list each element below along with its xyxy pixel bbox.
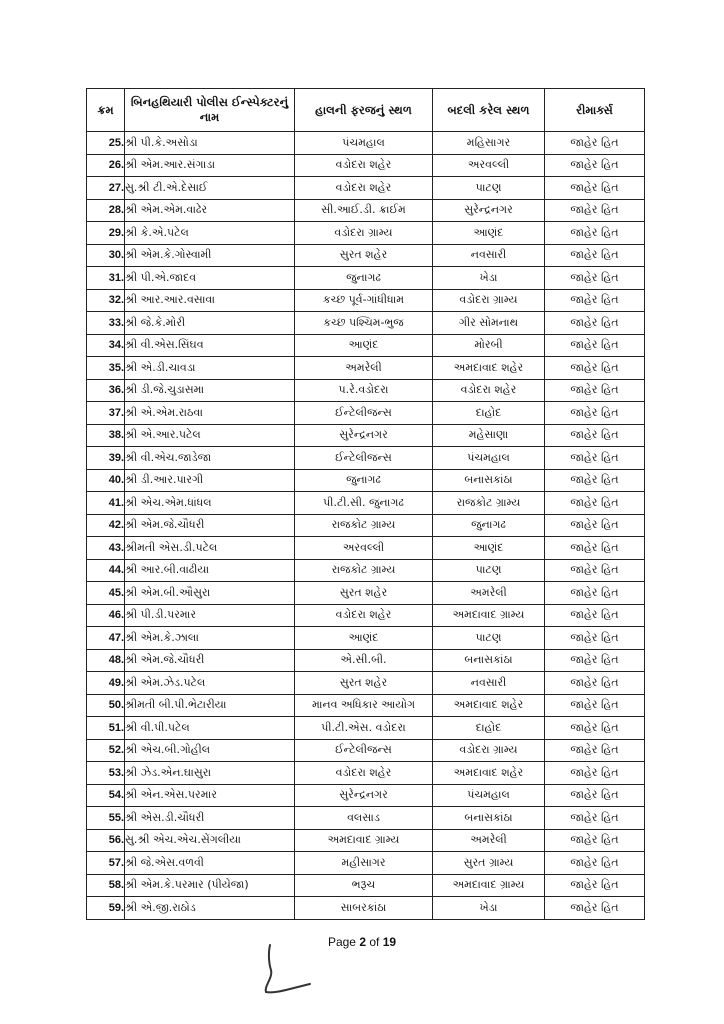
transfer-place-cell: ગીર સોમનાથ <box>433 312 545 335</box>
serial-number-cell: 55. <box>87 807 125 830</box>
transfer-place-cell: અમદાવાદ શહેર <box>433 762 545 785</box>
current-posting-cell: રાજકોટ ગ્રામ્ય <box>295 514 433 537</box>
current-posting-cell: એ.સી.બી. <box>295 649 433 672</box>
table-row <box>87 199 645 222</box>
serial-number-cell: 36. <box>87 379 125 402</box>
table-row <box>87 897 645 920</box>
serial-number-cell: 33. <box>87 312 125 335</box>
table-row <box>87 559 645 582</box>
remarks-cell: જાહેર હિત <box>545 649 645 672</box>
remarks-cell: જાહેર હિત <box>545 762 645 785</box>
inspector-name-cell: શ્રી ડી.જે.ચુડાસમા <box>125 379 295 402</box>
current-posting-cell: ઈન્ટેલીજન્સ <box>295 447 433 470</box>
serial-number-cell: 34. <box>87 334 125 357</box>
transfer-place-cell: મહેસાણા <box>433 424 545 447</box>
inspector-name-cell: શ્રીમતી બી.પી.ભેટારીયા <box>125 694 295 717</box>
inspector-name-cell: શ્રી આર.આર.વસાવા <box>125 289 295 312</box>
current-posting-cell: મહીસાગર <box>295 852 433 875</box>
inspector-name-cell: શ્રી એન.એસ.પરમાર <box>125 784 295 807</box>
serial-number-cell: 35. <box>87 357 125 380</box>
current-posting-cell: વડોદરા શહેર <box>295 604 433 627</box>
serial-number-cell: 51. <box>87 717 125 740</box>
remarks-cell: જાહેર હિત <box>545 604 645 627</box>
table-row <box>87 784 645 807</box>
current-posting-cell: પી.ટી.સી. જુનાગઢ <box>295 492 433 515</box>
table-row <box>87 582 645 605</box>
serial-number-cell: 29. <box>87 222 125 245</box>
inspector-name-cell: શ્રી વી.એચ.જાડેજા <box>125 447 295 470</box>
transfer-place-cell: આણંદ <box>433 537 545 560</box>
page-of-label: of <box>369 935 380 949</box>
current-posting-cell: અમરેલી <box>295 357 433 380</box>
inspector-name-cell: સુ.શ્રી ટી.એ.દેસાઈ <box>125 177 295 200</box>
inspector-name-cell: શ્રી જે.કે.મોરી <box>125 312 295 335</box>
inspector-name-cell: શ્રી એમ.આર.સંગાડા <box>125 154 295 177</box>
transfer-place-cell: અમદાવાદ ગ્રામ્ય <box>433 874 545 897</box>
table-row <box>87 222 645 245</box>
remarks-cell: જાહેર હિત <box>545 829 645 852</box>
remarks-cell: જાહેર હિત <box>545 672 645 695</box>
remarks-cell: જાહેર હિત <box>545 132 645 155</box>
table-row <box>87 492 645 515</box>
current-posting-cell: સી.આઈ.ડી. ક્રાઈમ <box>295 199 433 222</box>
table-row <box>87 672 645 695</box>
current-posting-cell: ભરૂચ <box>295 874 433 897</box>
serial-number-cell: 28. <box>87 199 125 222</box>
transfer-place-cell: રાજકોટ ગ્રામ્ય <box>433 492 545 515</box>
current-posting-cell: માનવ અધિકાર આયોગ <box>295 694 433 717</box>
remarks-cell: જાહેર હિત <box>545 807 645 830</box>
table-row <box>87 514 645 537</box>
current-posting-cell: સાબરકાંઠા <box>295 897 433 920</box>
page-current: 2 <box>359 935 366 949</box>
transfer-place-cell: અમદાવાદ શહેર <box>433 694 545 717</box>
inspector-name-cell: શ્રી એ.એમ.રાઠવા <box>125 402 295 425</box>
inspector-name-cell: શ્રી એમ.કે.ગોસ્વામી <box>125 244 295 267</box>
serial-number-cell: 49. <box>87 672 125 695</box>
transfer-place-cell: સુરત ગ્રામ્ય <box>433 852 545 875</box>
transfer-place-cell: સુરેન્દ્રનગર <box>433 199 545 222</box>
current-posting-cell: સુરેન્દ્રનગર <box>295 424 433 447</box>
current-posting-cell: પંચમહાલ <box>295 132 433 155</box>
current-posting-cell: પી.ટી.એસ. વડોદરા <box>295 717 433 740</box>
inspector-name-cell: શ્રી એમ.બી.ઔસુરા <box>125 582 295 605</box>
table-row <box>87 334 645 357</box>
transfer-place-cell: પંચમહાલ <box>433 784 545 807</box>
table-row <box>87 312 645 335</box>
table-row <box>87 717 645 740</box>
transfer-place-cell: બનાસકાંઠા <box>433 469 545 492</box>
serial-number-cell: 43. <box>87 537 125 560</box>
remarks-cell: જાહેર હિત <box>545 739 645 762</box>
table-row <box>87 424 645 447</box>
remarks-cell: જાહેર હિત <box>545 154 645 177</box>
transfer-place-cell: આણંદ <box>433 222 545 245</box>
current-posting-cell: જુનાગઢ <box>295 267 433 290</box>
current-posting-cell: કચ્છ પૂર્વ-ગાંધીધામ <box>295 289 433 312</box>
table-row <box>87 807 645 830</box>
remarks-cell: જાહેર હિત <box>545 177 645 200</box>
current-posting-cell: અરવલ્લી <box>295 537 433 560</box>
remarks-cell: જાહેર હિત <box>545 312 645 335</box>
table-row <box>87 447 645 470</box>
remarks-cell: જાહેર હિત <box>545 582 645 605</box>
remarks-cell: જાહેર હિત <box>545 784 645 807</box>
table-row <box>87 177 645 200</box>
serial-number-cell: 46. <box>87 604 125 627</box>
inspector-name-cell: શ્રી વી.એસ.સિંઘવ <box>125 334 295 357</box>
serial-number-cell: 47. <box>87 627 125 650</box>
transfer-place-cell: બનાસકાંઠા <box>433 807 545 830</box>
current-posting-cell: આણંદ <box>295 627 433 650</box>
page-footer <box>0 935 724 949</box>
serial-number-cell: 30. <box>87 244 125 267</box>
inspector-name-cell: શ્રી પી.એ.જાદવ <box>125 267 295 290</box>
header-inspector-name: બિનહથિયારી પોલીસ ઈન્સ્પેક્ટરનું નામ <box>125 89 295 132</box>
transfer-place-cell: બનાસકાંઠા <box>433 649 545 672</box>
transfer-place-cell: પાટણ <box>433 559 545 582</box>
remarks-cell: જાહેર હિત <box>545 199 645 222</box>
table-row <box>87 469 645 492</box>
table-header-row <box>87 89 645 132</box>
serial-number-cell: 48. <box>87 649 125 672</box>
table-row <box>87 537 645 560</box>
remarks-cell: જાહેર હિત <box>545 559 645 582</box>
transfer-place-cell: નવસારી <box>433 244 545 267</box>
current-posting-cell: વડોદરા ગ્રામ્ય <box>295 222 433 245</box>
transfer-place-cell: અમરેલી <box>433 829 545 852</box>
inspector-name-cell: શ્રી ડી.આર.પારગી <box>125 469 295 492</box>
remarks-cell: જાહેર હિત <box>545 492 645 515</box>
inspector-name-cell: શ્રી એમ.જે.ચૌધરી <box>125 514 295 537</box>
inspector-name-cell: શ્રી એચ.બી.ગોહીલ <box>125 739 295 762</box>
page-label: Page <box>327 935 356 949</box>
header-current-posting: હાલની ફરજનું સ્થળ <box>295 89 433 132</box>
transfer-place-cell: અમદાવાદ ગ્રામ્ય <box>433 604 545 627</box>
serial-number-cell: 32. <box>87 289 125 312</box>
current-posting-cell: ઈન્ટેલીજન્સ <box>295 739 433 762</box>
remarks-cell: જાહેર હિત <box>545 694 645 717</box>
inspector-name-cell: શ્રી એમ.એમ.વાઢેર <box>125 199 295 222</box>
serial-number-cell: 59. <box>87 897 125 920</box>
serial-number-cell: 37. <box>87 402 125 425</box>
inspector-name-cell: શ્રી ઝેડ.એન.ઘાસુરા <box>125 762 295 785</box>
table-row <box>87 267 645 290</box>
transfer-place-cell: પાટણ <box>433 627 545 650</box>
inspector-name-cell: શ્રી એસ.ડી.ચૌધરી <box>125 807 295 830</box>
inspector-name-cell: શ્રી એ.ડી.ચાવડા <box>125 357 295 380</box>
header-serial: ક્રમ <box>87 89 125 132</box>
remarks-cell: જાહેર હિત <box>545 874 645 897</box>
inspector-name-cell: શ્રી કે.એ.પટેલ <box>125 222 295 245</box>
table-row <box>87 649 645 672</box>
table-row <box>87 852 645 875</box>
remarks-cell: જાહેર હિત <box>545 469 645 492</box>
remarks-cell: જાહેર હિત <box>545 424 645 447</box>
serial-number-cell: 26. <box>87 154 125 177</box>
inspector-name-cell: શ્રી પી.ડી.પરમાર <box>125 604 295 627</box>
serial-number-cell: 27. <box>87 177 125 200</box>
transfer-place-cell: મોરબી <box>433 334 545 357</box>
table-row <box>87 604 645 627</box>
table-row <box>87 627 645 650</box>
serial-number-cell: 38. <box>87 424 125 447</box>
serial-number-cell: 53. <box>87 762 125 785</box>
transfer-table <box>86 88 645 920</box>
table-row <box>87 357 645 380</box>
serial-number-cell: 31. <box>87 267 125 290</box>
current-posting-cell: આણંદ <box>295 334 433 357</box>
current-posting-cell: વડોદરા શહેર <box>295 154 433 177</box>
transfer-place-cell: વડોદરા ગ્રામ્ય <box>433 289 545 312</box>
remarks-cell: જાહેર હિત <box>545 514 645 537</box>
table-row <box>87 874 645 897</box>
inspector-name-cell: શ્રી એ.જી.રાઠોડ <box>125 897 295 920</box>
current-posting-cell: પ.રે.વડોદરા <box>295 379 433 402</box>
serial-number-cell: 40. <box>87 469 125 492</box>
current-posting-cell: વડોદરા શહેર <box>295 177 433 200</box>
serial-number-cell: 45. <box>87 582 125 605</box>
inspector-name-cell: શ્રી એમ.કે.પરમાર (પીયેજા) <box>125 874 295 897</box>
current-posting-cell: વડોદરા શહેર <box>295 762 433 785</box>
remarks-cell: જાહેર હિત <box>545 289 645 312</box>
serial-number-cell: 54. <box>87 784 125 807</box>
transfer-place-cell: વડોદરા શહેર <box>433 379 545 402</box>
header-remarks: રીમાર્ક્સ <box>545 89 645 132</box>
remarks-cell: જાહેર હિત <box>545 627 645 650</box>
remarks-cell: જાહેર હિત <box>545 897 645 920</box>
table-row <box>87 132 645 155</box>
current-posting-cell: રાજકોટ ગ્રામ્ય <box>295 559 433 582</box>
table-row <box>87 694 645 717</box>
inspector-name-cell: શ્રી એચ.એમ.ધાંધલ <box>125 492 295 515</box>
inspector-name-cell: શ્રી એમ.કે.ઝાલા <box>125 627 295 650</box>
remarks-cell: જાહેર હિત <box>545 357 645 380</box>
transfer-place-cell: દાહોદ <box>433 402 545 425</box>
current-posting-cell: સુરત શહેર <box>295 244 433 267</box>
remarks-cell: જાહેર હિત <box>545 379 645 402</box>
inspector-name-cell: શ્રી એમ.ઝેડ.પટેલ <box>125 672 295 695</box>
inspector-name-cell: શ્રી પી.કે.અસોડા <box>125 132 295 155</box>
page-total: 19 <box>382 935 397 949</box>
table-row <box>87 289 645 312</box>
serial-number-cell: 44. <box>87 559 125 582</box>
table-row <box>87 739 645 762</box>
serial-number-cell: 52. <box>87 739 125 762</box>
table-row <box>87 829 645 852</box>
inspector-name-cell: સુ.શ્રી એચ.એચ.સેંગલીયા <box>125 829 295 852</box>
table-row <box>87 402 645 425</box>
current-posting-cell: અમદાવાદ ગ્રામ્ય <box>295 829 433 852</box>
current-posting-cell: સુરત શહેર <box>295 582 433 605</box>
remarks-cell: જાહેર હિત <box>545 447 645 470</box>
table-row <box>87 244 645 267</box>
inspector-name-cell: શ્રી આર.બી.વાઢીયા <box>125 559 295 582</box>
inspector-name-cell: શ્રી એમ.જે.ચૌધરી <box>125 649 295 672</box>
current-posting-cell: જુનાગઢ <box>295 469 433 492</box>
transfer-place-cell: અમરેલી <box>433 582 545 605</box>
remarks-cell: જાહેર હિત <box>545 222 645 245</box>
transfer-place-cell: અરવલ્લી <box>433 154 545 177</box>
transfer-place-cell: દાહોદ <box>433 717 545 740</box>
serial-number-cell: 41. <box>87 492 125 515</box>
transfer-place-cell: જુનાગઢ <box>433 514 545 537</box>
current-posting-cell: સુરેન્દ્રનગર <box>295 784 433 807</box>
header-transfer-place: બદલી કરેલ સ્થળ <box>433 89 545 132</box>
current-posting-cell: વલસાડ <box>295 807 433 830</box>
remarks-cell: જાહેર હિત <box>545 334 645 357</box>
transfer-place-cell: પંચમહાલ <box>433 447 545 470</box>
transfer-place-cell: ખેડા <box>433 897 545 920</box>
table-row <box>87 154 645 177</box>
table-row <box>87 379 645 402</box>
inspector-name-cell: શ્રી જે.એસ.વળવી <box>125 852 295 875</box>
inspector-name-cell: શ્રી એ.આર.પટેલ <box>125 424 295 447</box>
serial-number-cell: 39. <box>87 447 125 470</box>
remarks-cell: જાહેર હિત <box>545 244 645 267</box>
transfer-place-cell: ખેડા <box>433 267 545 290</box>
inspector-name-cell: શ્રીમતી એસ.ડી.પટેલ <box>125 537 295 560</box>
remarks-cell: જાહેર હિત <box>545 267 645 290</box>
remarks-cell: જાહેર હિત <box>545 717 645 740</box>
serial-number-cell: 50. <box>87 694 125 717</box>
remarks-cell: જાહેર હિત <box>545 852 645 875</box>
remarks-cell: જાહેર હિત <box>545 402 645 425</box>
serial-number-cell: 58. <box>87 874 125 897</box>
table-row <box>87 762 645 785</box>
transfer-place-cell: મહિસાગર <box>433 132 545 155</box>
serial-number-cell: 57. <box>87 852 125 875</box>
signature-mark <box>252 940 322 1000</box>
transfer-place-cell: અમદાવાદ શહેર <box>433 357 545 380</box>
transfer-place-cell: નવસારી <box>433 672 545 695</box>
transfer-place-cell: પાટણ <box>433 177 545 200</box>
current-posting-cell: કચ્છ પશ્ચિમ-ભુજ <box>295 312 433 335</box>
serial-number-cell: 25. <box>87 132 125 155</box>
inspector-name-cell: શ્રી વી.પી.પટેલ <box>125 717 295 740</box>
transfer-place-cell: વડોદરા ગ્રામ્ય <box>433 739 545 762</box>
serial-number-cell: 56. <box>87 829 125 852</box>
remarks-cell: જાહેર હિત <box>545 537 645 560</box>
serial-number-cell: 42. <box>87 514 125 537</box>
current-posting-cell: ઈન્ટેલીજન્સ <box>295 402 433 425</box>
current-posting-cell: સુરત શહેર <box>295 672 433 695</box>
